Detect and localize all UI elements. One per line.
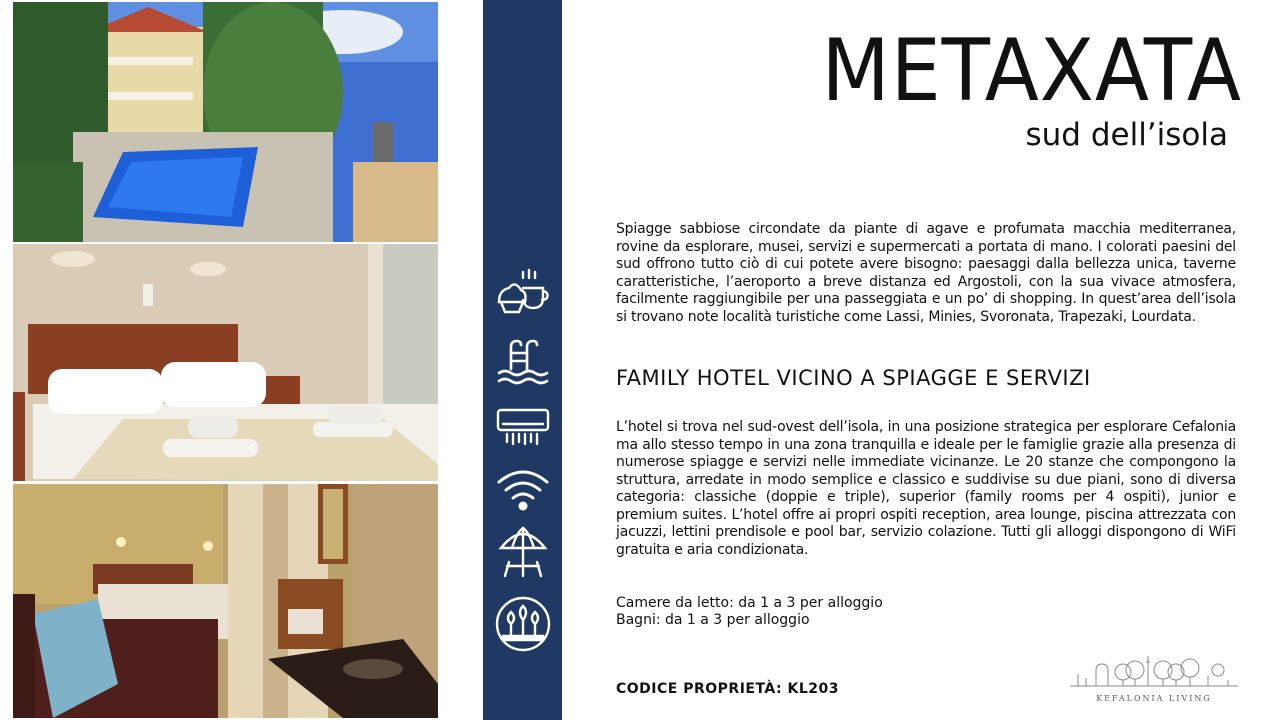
property-facts bbox=[616, 595, 883, 629]
breakfast-icon bbox=[493, 262, 553, 322]
air-conditioning-icon bbox=[493, 398, 553, 458]
page-title: METAXATA bbox=[821, 21, 1242, 121]
beach-umbrella-icon bbox=[493, 522, 553, 582]
logo-text: KEFALONIA LIVING bbox=[1096, 694, 1212, 703]
garden-icon bbox=[493, 594, 553, 654]
intro-paragraph: Spiagge sabbiose circondate da piante di agave e profumata macchia mediterranea, rovine da esplorare, musei, servizi e supermercati a portata di mano. I colorati paesini del sud offrono tutto ciò di cui potete avere bisogno: paesaggi dalla bellezza unica, taverne caratteristiche, l’aeroporto a breve distanza ed Argostoli, con la sua vivace atmosfera, facilmente raggiungibile per una passeggiata e un po’ di shopping. In quest’area dell’isola si trovano note località turistiche come Lassi, Minies, Svoronata, Trapezaki, Lourdata. bbox=[616, 221, 1236, 325]
suite-bedroom-photo bbox=[13, 484, 438, 718]
bathrooms-text: Bagni: da 1 a 3 per alloggio bbox=[616, 612, 810, 628]
double-bedroom-photo bbox=[13, 244, 438, 481]
description-paragraph: L’hotel si trova nel sud-ovest dell’isola, in una posizione strategica per esplorare Cefalonia ma allo stesso tempo in una zona tranquilla e ideale per le famiglie grazie alla presenza di numerose spiagge e servizi nelle immediate vicinanze. Le 20 stanze che compongono la struttura, arredate in modo semplice e classico e suddivise su due piani, sono di diversa categoria: classiche (doppie e triple), superior (family rooms per 4 ospiti), junior e premium suites. L’hotel offre ai propri ospiti reception, area lounge, piscina attrezzata con jacuzzi, lettini prendisole e pool bar, servizio colazione. Tutti gli alloggi dispongono di WiFi gratuita e aria condizionata. bbox=[616, 419, 1236, 558]
bedrooms-text: Camere da letto: da 1 a 3 per alloggio bbox=[616, 595, 883, 611]
pool-icon bbox=[493, 333, 553, 393]
property-code: CODICE PROPRIETÀ: KL203 bbox=[616, 681, 839, 697]
kefalonia-living-logo bbox=[1068, 652, 1240, 710]
section-heading: FAMILY HOTEL VICINO A SPIAGGE E SERVIZI bbox=[616, 366, 1091, 390]
amenities-band bbox=[483, 0, 562, 720]
wifi-icon bbox=[493, 460, 553, 520]
hotel-pool-photo bbox=[13, 2, 438, 242]
page-subtitle: sud dell’isola bbox=[1025, 117, 1228, 153]
